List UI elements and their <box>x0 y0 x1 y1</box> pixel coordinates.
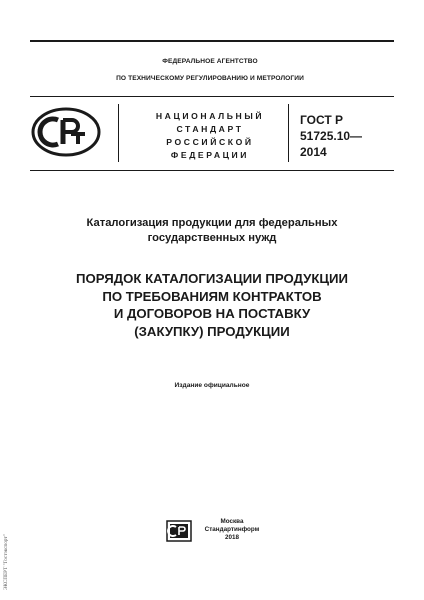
publisher-city: Москва <box>220 518 244 525</box>
publisher-year: 2018 <box>224 534 239 541</box>
document-subtitle <box>40 216 384 245</box>
agency-line-1: ФЕДЕРАЛЬНОЕ АГЕНТСТВО <box>162 58 258 65</box>
standard-block-divider-left <box>118 104 119 162</box>
gost-line: 2014 <box>300 145 327 159</box>
subtitle-line: Каталогизация продукции для федеральных <box>86 217 338 229</box>
title-line: ПОРЯДОК КАТАЛОГИЗАЦИИ ПРОДУКЦИИ <box>76 271 348 286</box>
national-line: СТАНДАРТ <box>176 124 244 134</box>
side-watermark-note: ЭКСПЕРТ "Гостэкспорт" <box>3 534 9 590</box>
national-line: НАЦИОНАЛЬНЫЙ <box>155 111 265 121</box>
national-line: ФЕДЕРАЦИИ <box>170 150 250 160</box>
standard-block-top-rule <box>30 96 394 97</box>
top-rule <box>30 40 394 42</box>
national-standard-label <box>140 110 280 162</box>
subtitle-line: государственных нужд <box>147 231 277 244</box>
title-line: ПО ТРЕБОВАНИЯМ КОНТРАКТОВ <box>102 288 322 304</box>
title-line: И ДОГОВОРОВ НА ПОСТАВКУ <box>113 306 311 321</box>
publisher-info <box>198 518 266 542</box>
gost-line: ГОСТ Р <box>300 113 344 127</box>
pct-certification-mark-icon <box>30 106 102 158</box>
gost-number <box>300 112 362 160</box>
standartinform-logo-icon <box>166 520 192 542</box>
title-line: (ЗАКУПКУ) ПРОДУКЦИИ <box>134 323 290 339</box>
publisher-name: Стандартинформ <box>204 526 260 533</box>
national-line: РОССИЙСКОЙ <box>166 137 254 147</box>
standard-block-divider-right <box>288 104 289 162</box>
edition-label: Издание официальное <box>174 382 250 389</box>
document-title <box>30 270 394 340</box>
gost-line: 51725.10— <box>300 129 363 143</box>
standard-block-bottom-rule <box>30 170 394 171</box>
agency-line-2: ПО ТЕХНИЧЕСКОМУ РЕГУЛИРОВАНИЮ И МЕТРОЛОГИИ <box>116 75 304 82</box>
